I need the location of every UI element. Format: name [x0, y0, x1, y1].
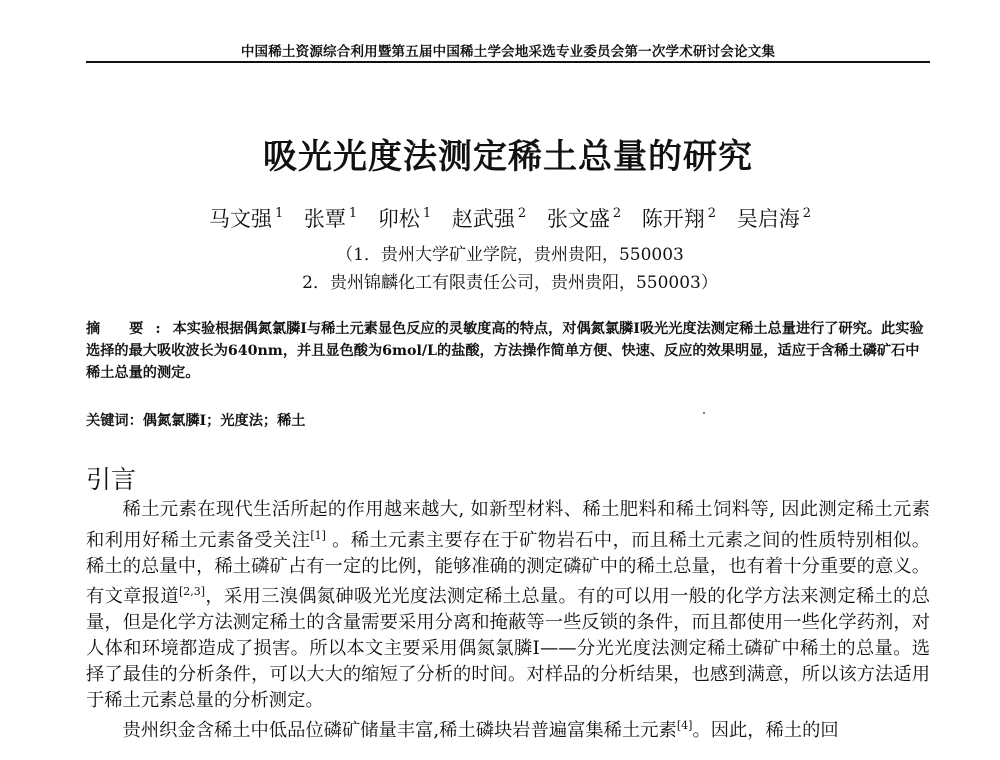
author: 张覃 $^1$ — [303, 206, 358, 231]
keywords-label: 关键词： — [86, 413, 143, 429]
author: 张文盛 $^2$ — [546, 206, 622, 231]
keywords — [86, 410, 930, 430]
citation: [2,3] — [178, 585, 206, 599]
author: 马文强 $^1$ — [208, 206, 284, 231]
paper-title: 吸光光度法测定稀土总量的研究 — [263, 137, 753, 177]
body-text — [86, 497, 930, 744]
author: 卯松 $^1$ — [377, 206, 432, 231]
abstract-text: 本实验根据偶氮氯膦Ⅰ与稀土元素显色反应的灵敏度高的特点，对偶氮氯膦Ⅰ吸光光度法测定稀土总量进行了研究。此实验选择的最大吸收波长为640nm，并且显色酸为6mol/L的盐酸，方法操作简单方便、快速、反应的效果明显，适应于含稀土磷矿石中稀土总量的测定。 — [86, 321, 924, 381]
citation: [1] — [310, 528, 326, 542]
author: 陈开翔 $^2$ — [641, 206, 717, 231]
author: 吴启海 $^2$ — [736, 206, 812, 231]
running-header: 中国稀土资源综合利用暨第五届中国稀土学会地采选专业委员会第一次学术研讨会论文集 — [240, 44, 776, 60]
paragraph: 贵州织金含稀土中低品位磷矿储量丰富,稀土磷块岩普遍富集稀土元素[4]。因此，稀土的回 — [122, 719, 839, 742]
paragraph: 稀土元素在现代生活所起的作用越来越大, 如新型材料、稀土肥料和稀土饲料等, 因此测定稀土元素和利用好稀土元素备受关注[1] 。稀土元素主要存在于矿物岩石中，而且稀土元素之间的性质特别相似。稀土的总量中，稀土磷矿占有一定的比例，能够准确的测定磷矿中的稀土总量，也有着十分重要的意义。有文章报道[2,3]，采用三溴偶氮砷吸光光度法测定稀土总量。有的可以用一般的化学方法来测定稀土的总量，但是化学方法测定稀土的含量需要采用分离和掩蔽等一些反锁的条件，而且都使用一些化学药剂，对人体和环境都造成了损害。所以本文主要采用偶氮氯膦Ⅰ——分光光度法测定稀土磷矿中稀土的总量。选择了最佳的分析条件，可以大大的缩短了分析的时间。对样品的分析结果，也感到满意，所以该方法适用于稀土元素总量的分析测定。 — [86, 499, 931, 711]
affiliation-1: （1．贵州大学矿业学院，贵州贵阳，550003 — [336, 245, 684, 265]
abstract — [86, 318, 930, 384]
citation: [4] — [676, 719, 693, 733]
author: 赵武强 $^2$ — [451, 206, 527, 231]
abstract-label: 摘 要: — [86, 321, 173, 337]
section-heading: 引言 — [86, 465, 137, 494]
affiliation-2: 2．贵州锦麟化工有限责任公司，贵州贵阳，550003） — [302, 273, 718, 293]
header-rule — [86, 61, 930, 63]
author-list — [120, 203, 900, 233]
keywords-text: 偶氮氯膦Ⅰ；光度法；稀土 — [142, 413, 306, 429]
